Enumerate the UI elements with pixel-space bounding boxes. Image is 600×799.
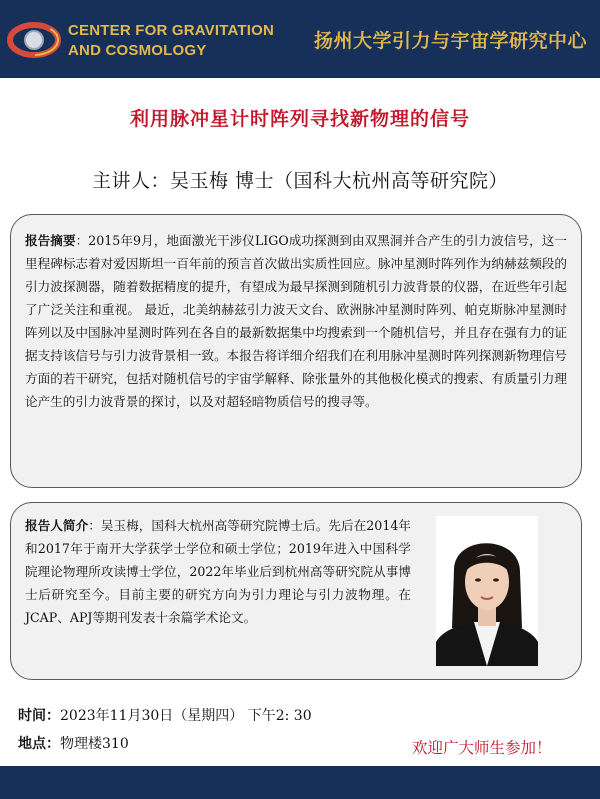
header-banner [0,0,600,78]
place-row [18,733,129,753]
center-name-chinese: 扬州大学引力与宇宙学研究中心 [314,30,588,52]
cgc-logo-icon [6,10,62,66]
bio-label: 报告人简介 [25,518,89,533]
talk-title: 利用脉冲星计时阵列寻找新物理的信号 [129,108,470,130]
footer-bar [0,766,600,799]
abstract-paragraph [25,229,567,413]
bio-text: ：吴玉梅，国科大杭州高等研究院博士后。先后在2014年和2017年于南开大学获学士学位和硕士学位；2019年进入中国科学院理论物理所攻读博士学位，2022年毕业后到杭州高等研究院从事博士后研究至今。目前主要的研究方向为引力理论与引力波物理。在JCAP、APJ等期刊发表十余篇学术论文。 [25,518,411,625]
speaker-photo [436,516,538,666]
place-value: 物理楼310 [60,736,129,752]
bio-paragraph [25,514,411,629]
time-value: 2023年11月30日（星期四） 下午2: 30 [60,708,312,724]
abstract-text: ：2015年9月，地面激光干涉仪LIGO成功探测到由双黑洞并合产生的引力波信号，这一里程碑标志着对爱因斯坦一百年前的预言首次做出实质性回应。脉冲星测时阵列作为纳赫兹频段的引力波探测器，随着数据精度的提升，有望成为最早探测到随机引力波背景的仪器，在近些年引起了广泛关注和重视。 最近，北美纳赫兹引力波天文台、欧洲脉冲星测时阵列、帕克斯脉冲星测时阵列以及中国脉冲星测时阵列在各自的最新数据集中均搜索到一个随机信号，并且存在强有力的证据支持该信号与引力波背景相一致。本报告将详细介绍我们在利用脉冲星测时阵列探测新物理信号方面的若干研究，包括对随机信号的宇宙学解释、除张量外的其他极化模式的搜索、有质量引力理论产生的引力波背景的探讨，以及对超轻暗物质信号的搜寻等。 [25,233,567,409]
center-name-en-line2: AND COSMOLOGY [68,42,207,59]
center-name-english [68,21,274,61]
center-name-en-line1: CENTER FOR GRAVITATION [68,22,275,39]
speaker-line: 主讲人：吴玉梅 博士（国科大杭州高等研究院） [91,170,509,192]
time-label: 时间： [18,708,60,724]
welcome-message: 欢迎广大师生参加！ [412,739,552,757]
abstract-label: 报告摘要 [25,233,76,248]
time-row [18,705,312,725]
place-label: 地点： [18,736,60,752]
speaker-portrait-icon [436,516,538,666]
abstract-box [10,214,582,488]
